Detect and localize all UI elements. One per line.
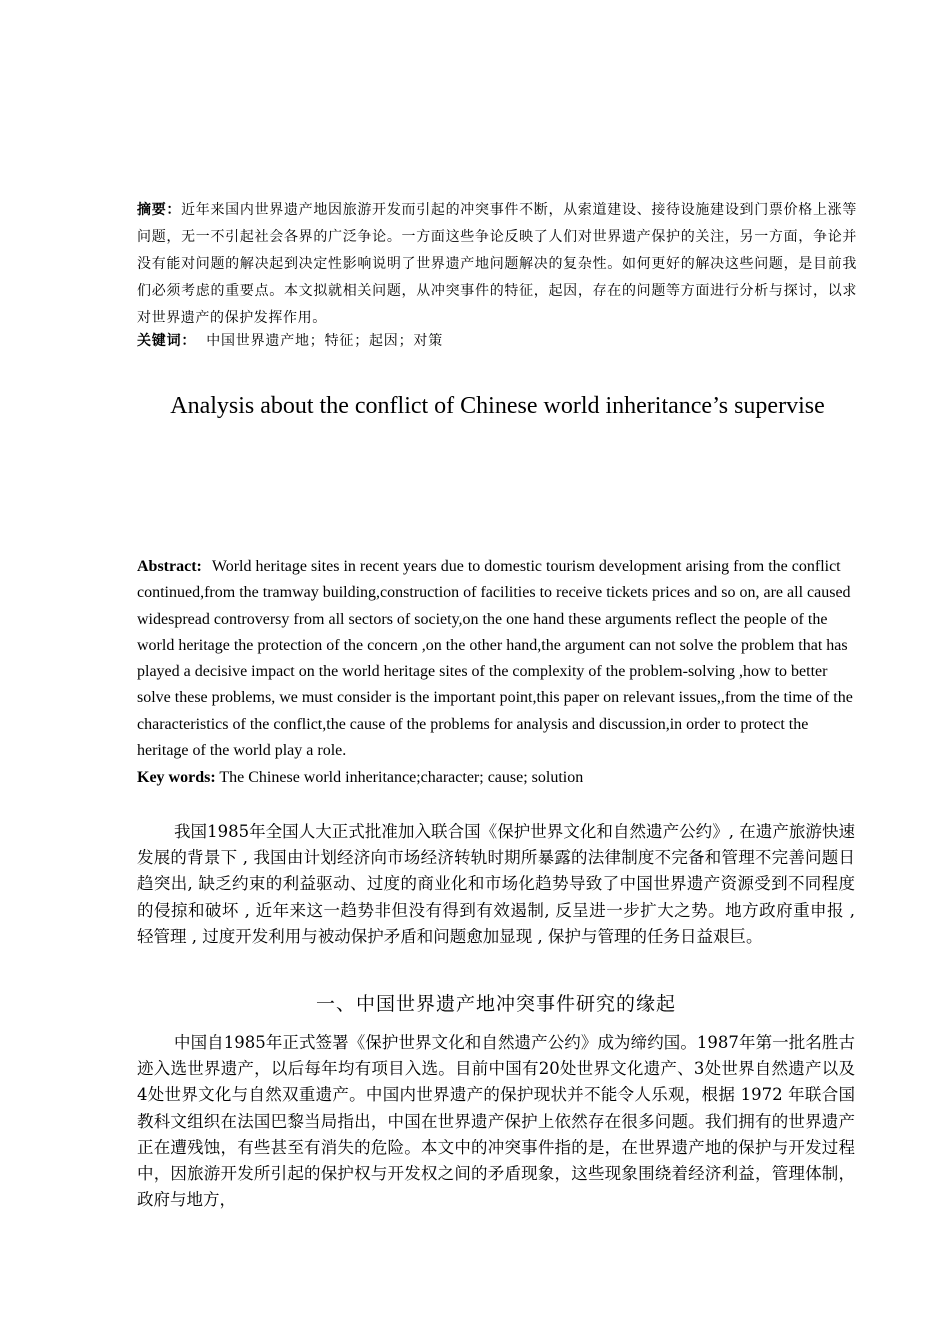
chinese-keywords (137, 328, 857, 355)
section-heading-1: 一、中国世界遗产地冲突事件研究的缘起 (315, 993, 676, 1015)
chinese-keywords-label: 关键词： (137, 333, 197, 349)
english-title: Analysis about the conflict of Chinese world inheritance’s supervise (170, 393, 825, 419)
english-abstract-label: Abstract: (137, 558, 202, 575)
chinese-abstract-label: 摘要： (137, 202, 182, 218)
english-abstract (137, 554, 859, 764)
body-paragraph-2: 中国自1985年正式签署《保护世界文化和自然遗产公约》成为缔约国。1987年第一批名胜古迹入选世界遗产，以后每年均有项目入选。目前中国有20处世界文化遗产、3处世界自然遗产以及4处世界文化与自然双重遗产。中国内世界遗产的保护现状并不能令人乐观，根据 1972 年联合国教科文组织在法国巴黎当局指出，中国在世界遗产保护上依然存在很多问题。我们拥有的世界遗产正在遭残蚀，有些甚至有消失的危险。本文中的冲突事件指的是，在世界遗产地的保护与开发过程中，因旅游开发所引起的保护权与开发权之间的矛盾现象，这些现象围绕着经济利益，管理体制，政府与地方， (137, 1033, 855, 1210)
english-keywords-text: The Chinese world inheritance;character; cause; solution (219, 769, 584, 786)
chinese-abstract-text: 近年来国内世界遗产地因旅游开发而引起的冲突事件不断，从索道建设、接待设施建设到门票价格上涨等问题，无一不引起社会各界的广泛争论。一方面这些争论反映了人们对世界遗产保护的关注，另一方面，争论并没有能对问题的解决起到决定性影响说明了世界遗产地问题解决的复杂性。如何更好的解决这些问题，是目前我们必须考虑的重要点。本文拟就相关问题，从冲突事件的特征，起因，存在的问题等方面进行分析与探讨，以求对世界遗产的保护发挥作用。 (137, 202, 857, 326)
english-abstract-text: World heritage sites in recent years due to domestic tourism development arising from the conflict continued,from the tramway building,construction of facilities to receive tickets prices and so on, are all caused widespread controversy from all sectors of society,on the one hand these arguments reflect the people of the world heritage the protection of the concern ,on the other hand,the argument can not solve the problem that has played a decisive impact on the world heritage sites of the complexity of the problem-solving ,how to better solve these problems, we must consider is the important point,this paper on relevant issues,,from the time of the characteristics of the conflict,the cause of the problems for analysis and discussion,in order to protect the heritage of the world play a role. (137, 558, 853, 760)
chinese-keywords-text: 中国世界遗产地；特征；起因；对策 (206, 333, 444, 349)
english-keywords-label: Key words: (137, 769, 216, 786)
chinese-abstract (137, 197, 857, 332)
english-keywords (137, 765, 859, 791)
body-paragraph-1: 我国1985年全国人大正式批准加入联合国《保护世界文化和自然遗产公约》, 在遗产旅游快速发展的背景下 , 我国由计划经济向市场经济转轨时期所暴露的法律制度不完备和管理不完善问题日趋突出, 缺乏约束的利益驱动、过度的商业化和市场化趋势导致了中国世界遗产资源受到不同程度的侵掠和破坏 , 近年来这一趋势非但没有得到有效遏制, 反呈进一步扩大之势。地方政府重申报 , 轻管理 , 过度开发利用与被动保护矛盾和问题愈加显现 , 保护与管理的任务日益艰巨。 (137, 822, 855, 946)
